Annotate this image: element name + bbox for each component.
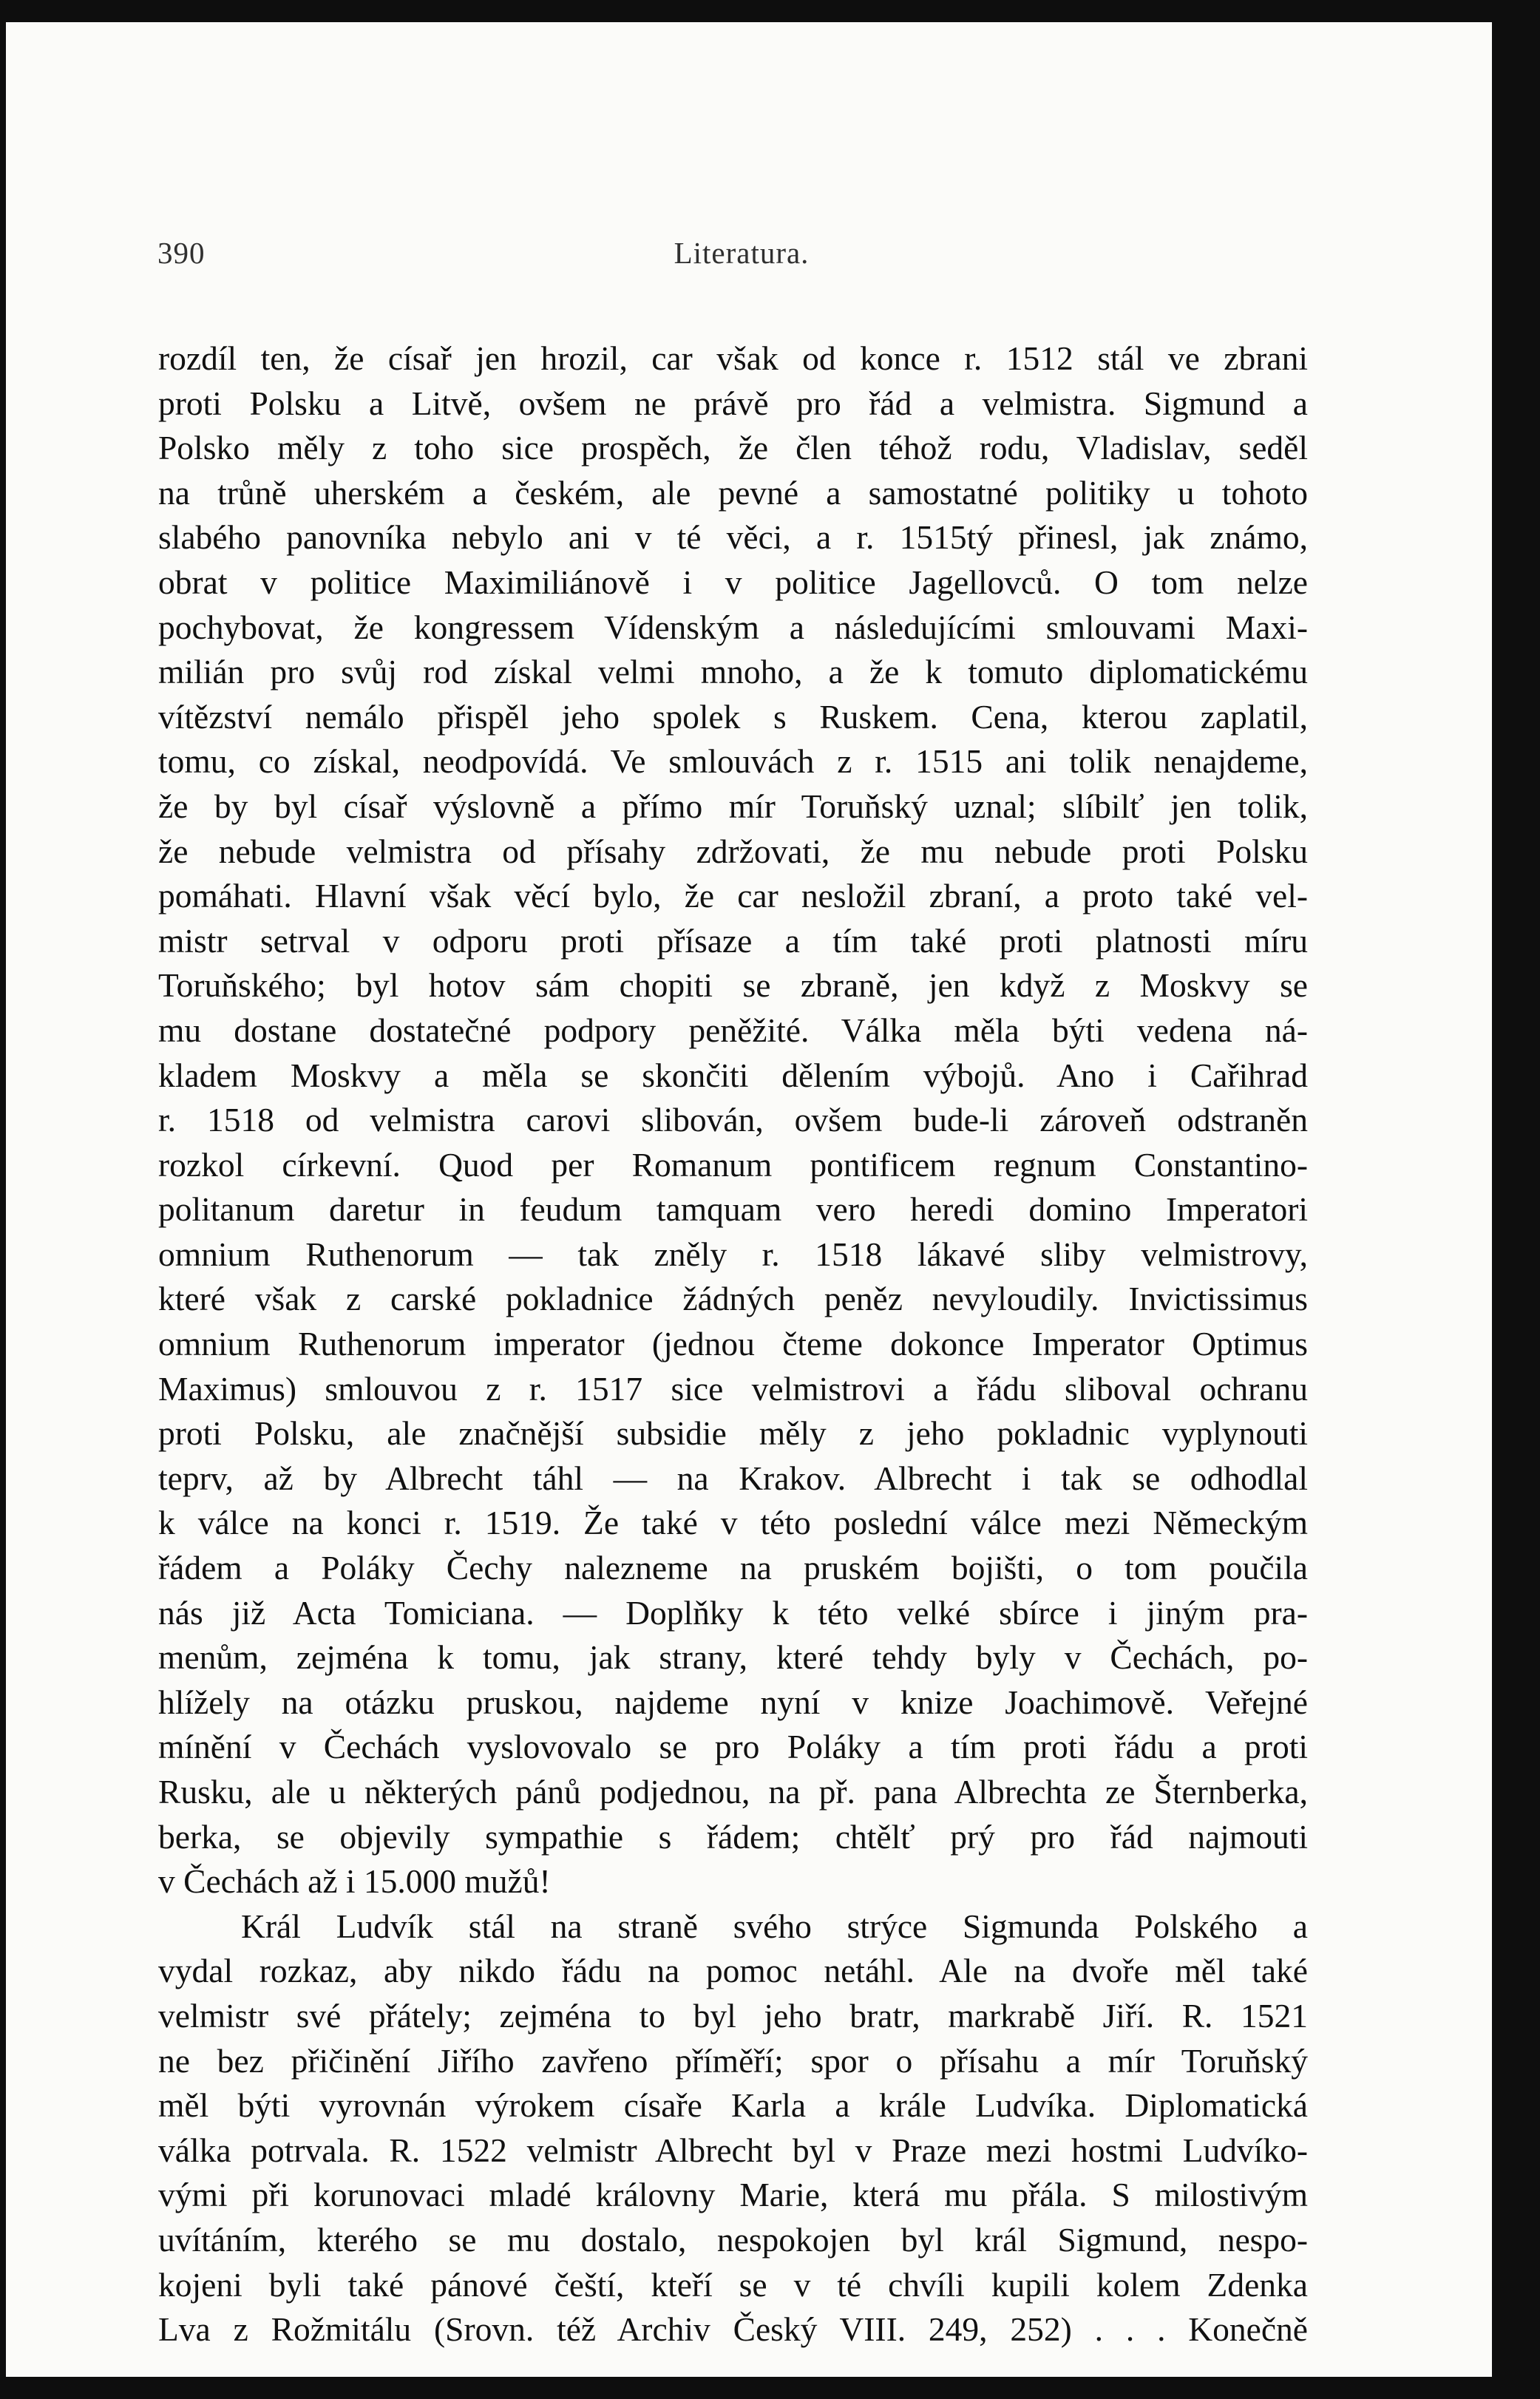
text-line: politanum daretur in feudum tamquam vero heredi domino Imperatori: [158, 1190, 1308, 1229]
text-line: vítězství nemálo přispěl jeho spolek s Ruskem. Cena, kterou zaplatil,: [158, 697, 1308, 736]
text-line: velmistr své přátely; zejména to byl jeho bratr, markrabě Jiří. R. 1521: [158, 1996, 1308, 2035]
text-line: vými při korunovaci mladé královny Marie, která mu přála. S milostivým: [158, 2176, 1308, 2214]
text-line: válka potrvala. R. 1522 velmistr Albrecht byl v Praze mezi hostmi Ludvíko-: [158, 2131, 1308, 2169]
text-line: teprv, až by Albrecht táhl — na Krakov. Albrecht i tak se odhodlal: [158, 1459, 1308, 1497]
text-line: k válce na konci r. 1519. Že také v této poslední válce mezi Německým: [158, 1504, 1308, 1542]
running-title: Literatura.: [674, 236, 810, 270]
text-line: měl býti vyrovnán výrokem císaře Karla a krále Ludvíka. Diplomatická: [158, 2086, 1308, 2125]
text-line: rozdíl ten, že císař jen hrozil, car však od konce r. 1512 stál ve zbrani: [158, 339, 1308, 377]
text-line: menům, zejména k tomu, jak strany, které tehdy byly v Čechách, po-: [158, 1638, 1308, 1677]
text-line: mistr setrval v odporu proti přísaze a tím také proti platnosti míru: [158, 921, 1308, 960]
text-line: vydal rozkaz, aby nikdo řádu na pomoc netáhl. Ale na dvoře měl také: [158, 1952, 1308, 1990]
text-line: že by byl císař výslovně a přímo mír Toruňský uznal; slíbilť jen tolik,: [158, 787, 1308, 825]
text-line: v Čechách až i 15.000 mužů!: [158, 1862, 551, 1901]
text-line: ne bez přičinění Jiřího zavřeno příměří; spor o přísahu a mír Toruňský: [158, 2041, 1308, 2080]
text-line: Toruňského; byl hotov sám chopiti se zbraně, jen když z Moskvy se: [158, 966, 1308, 1005]
text-line: že nebude velmistra od přísahy zdržovati, že mu nebude proti Polsku: [158, 832, 1308, 870]
text-line: pochybovat, že kongressem Vídenským a následujícími smlouvami Maxi-: [158, 608, 1308, 646]
text-line: uvítáním, kterého se mu dostalo, nespokojen byl král Sigmund, nespo-: [158, 2220, 1308, 2259]
text-line: Král Ludvík stál na straně svého strýce Sigmunda Polského a: [241, 1907, 1308, 1945]
text-line: proti Polsku a Litvě, ovšem ne právě pro řád a velmistra. Sigmund a: [158, 384, 1308, 422]
text-line: které však z carské pokladnice žádných peněz nevyloudily. Invictissimus: [158, 1280, 1308, 1318]
text-line: na trůně uherském a českém, ale pevné a samostatné politiky u tohoto: [158, 473, 1308, 512]
text-line: tomu, co získal, neodpovídá. Ve smlouvách z r. 1515 ani tolik nenajdeme,: [158, 742, 1308, 781]
text-line: omnium Ruthenorum imperator (jednou čteme dokonce Imperator Optimus: [158, 1325, 1308, 1363]
text-line: berka, se objevily sympathie s řádem; chtělť prý pro řád najmouti: [158, 1817, 1308, 1856]
body-text: [158, 336, 1308, 2352]
text-line: mínění v Čechách vyslovovalo se pro Poláky a tím proti řádu a proti: [158, 1728, 1308, 1766]
text-line: nás již Acta Tomiciana. — Doplňky k této velké sbírce i jiným pra-: [158, 1593, 1308, 1632]
text-line: Rusku, ale u některých pánů podjednou, na př. pana Albrechta ze Šternberka,: [158, 1773, 1308, 1811]
text-line: obrat v politice Maximiliánově i v politice Jagellovců. O tom nelze: [158, 563, 1308, 601]
text-line: řádem a Poláky Čechy nalezneme na pruském bojišti, o tom poučila: [158, 1549, 1308, 1587]
text-line: rozkol církevní. Quod per Romanum pontificem regnum Constantino-: [158, 1145, 1308, 1184]
text-line: hlížely na otázku pruskou, najdeme nyní v knize Joachimově. Veřejné: [158, 1683, 1308, 1721]
page-header: [157, 235, 1326, 279]
page-number: 390: [157, 236, 206, 270]
text-line: mu dostane dostatečné podpory peněžité. Válka měla býti vedena ná-: [158, 1011, 1308, 1049]
text-line: kladem Moskvy a měla se skončiti dělením výbojů. Ano i Cařihrad: [158, 1056, 1308, 1094]
text-line: slabého panovníka nebylo ani v té věci, a r. 1515tý přinesl, jak známo,: [158, 518, 1308, 557]
text-line: kojeni byli také pánové čeští, kteří se v té chvíli kupili kolem Zdenka: [158, 2265, 1308, 2304]
text-line: proti Polsku, ale značnější subsidie měly z jeho pokladnic vyplynouti: [158, 1414, 1308, 1453]
text-line: Lva z Rožmitálu (Srovn. též Archiv Český VIII. 249, 252) . . . Konečně: [158, 2310, 1308, 2349]
text-line: Polsko měly z toho sice prospěch, že člen téhož rodu, Vladislav, seděl: [158, 429, 1308, 467]
text-line: milián pro svůj rod získal velmi mnoho, a že k tomuto diplomatickému: [158, 653, 1308, 691]
text-line: Maximus) smlouvou z r. 1517 sice velmistrovi a řádu sliboval ochranu: [158, 1369, 1308, 1408]
text-line: r. 1518 od velmistra carovi slibován, ovšem bude-li zároveň odstraněn: [158, 1101, 1308, 1139]
text-line: pomáhati. Hlavní však věcí bylo, že car nesložil zbraní, a proto také vel-: [158, 877, 1308, 915]
text-line: omnium Ruthenorum — tak zněly r. 1518 lákavé sliby velmistrovy,: [158, 1235, 1308, 1273]
